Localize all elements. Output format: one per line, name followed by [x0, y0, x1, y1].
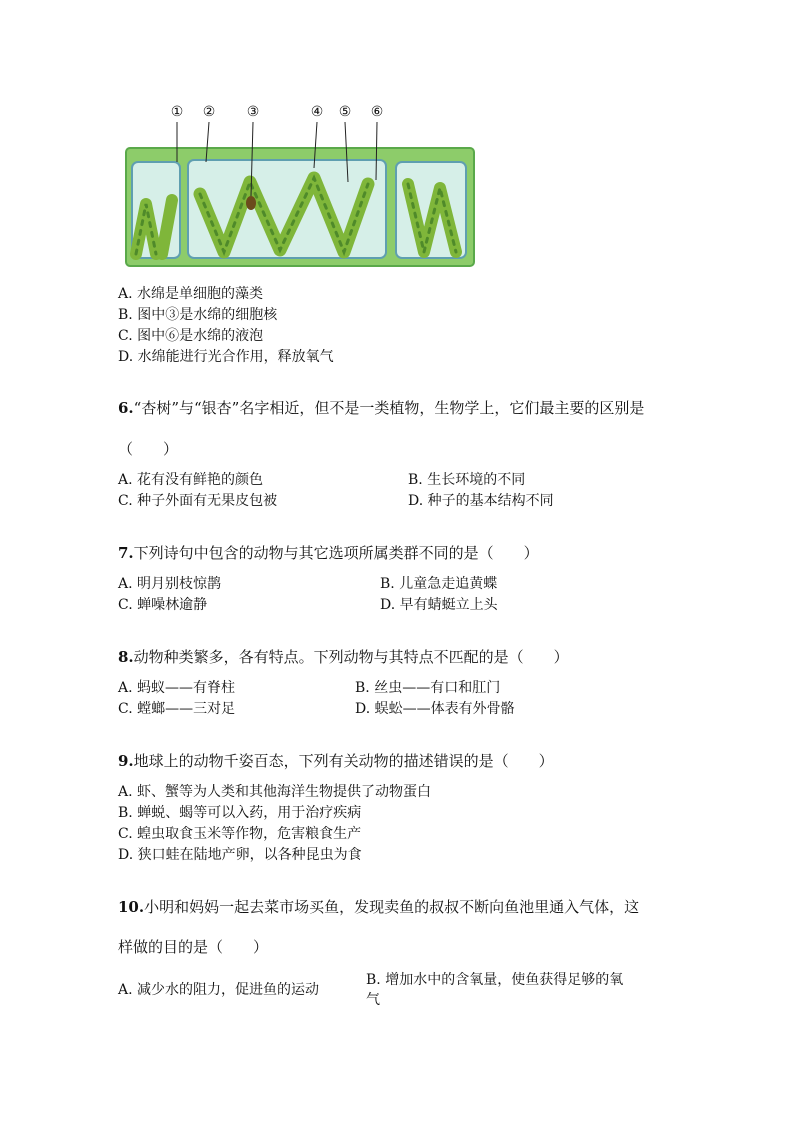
figure-label-5: ⑤ [338, 104, 352, 120]
spirogyra-figure [118, 104, 480, 276]
q10-option-a: A. 减少水的阻力，促进鱼的运动 [118, 982, 320, 998]
q10-number: 10. [118, 898, 145, 916]
q7-number: 7. [118, 544, 134, 562]
q9-option-c: C. 蝗虫取食玉米等作物，危害粮食生产 [118, 826, 362, 842]
q6-option-b: B. 生长环境的不同 [408, 472, 526, 488]
q5-option-c: C. 图中⑥是水绵的液泡 [118, 328, 264, 344]
q6-option-c: C. 种子外面有无果皮包被 [118, 493, 278, 509]
q9-stem [118, 750, 554, 772]
nucleus [246, 196, 256, 210]
q7-option-b: B. 儿童急走追黄蝶 [380, 576, 498, 592]
q7-option-a: A. 明月别枝惊鹊 [118, 576, 222, 592]
q8-option-b: B. 丝虫——有口和肛门 [355, 680, 501, 696]
figure-label-1: ① [170, 104, 184, 120]
q10-stem-text-1: 小明和妈妈一起去菜市场买鱼，发现卖鱼的叔叔不断向鱼池里通入气体，这 [144, 898, 640, 916]
q5-option-b: B. 图中③是水绵的细胞核 [118, 307, 278, 323]
figure-label-3: ③ [246, 104, 260, 120]
q9-option-a: A. 虾、蟹等为人类和其他海洋生物提供了动物蛋白 [118, 784, 432, 800]
q8-stem-text: 动物种类繁多，各有特点。下列动物与其特点不匹配的是（ ） [133, 648, 569, 666]
q7-option-d: D. 早有蜻蜓立上头 [380, 597, 498, 613]
figure-label-2: ② [202, 104, 216, 120]
q7-stem [118, 542, 539, 564]
q7-stem-text: 下列诗句中包含的动物与其它选项所属类群不同的是（ ） [133, 544, 539, 562]
q6-stem-text: “杏树”与“银杏”名字相近，但不是一类植物，生物学上，它们最主要的区别是 [133, 399, 645, 417]
q6-stem [118, 397, 644, 419]
q10-stem-line2: 样做的目的是（ ） [118, 938, 269, 956]
q10-option-b-line2: 气 [366, 992, 380, 1008]
q6-option-a: A. 花有没有鲜艳的颜色 [118, 472, 264, 488]
q9-option-d: D. 狭口蛙在陆地产卵，以各种昆虫为食 [118, 847, 362, 863]
q6-option-d: D. 种子的基本结构不同 [408, 493, 554, 509]
q5-option-a: A. 水绵是单细胞的藻类 [118, 286, 264, 302]
q10-stem-line1 [118, 896, 639, 918]
q8-option-a: A. 蚂蚁——有脊柱 [118, 680, 236, 696]
spirogyra-diagram [118, 104, 480, 276]
q6-answer-paren: （ ） [118, 440, 179, 458]
q6-number: 6. [118, 399, 134, 417]
q8-option-d: D. 蜈蚣——体表有外骨骼 [355, 701, 515, 717]
q9-stem-text: 地球上的动物千姿百态，下列有关动物的描述错误的是（ ） [133, 752, 554, 770]
q5-option-d: D. 水绵能进行光合作用，释放氧气 [118, 349, 334, 365]
q10-option-b-line1: B. 增加水中的含氧量，使鱼获得足够的氧 [366, 972, 624, 988]
q9-option-b: B. 蝉蜕、蝎等可以入药，用于治疗疾病 [118, 805, 362, 821]
q9-number: 9. [118, 752, 134, 770]
q8-option-c: C. 螳螂——三对足 [118, 701, 236, 717]
figure-label-4: ④ [310, 104, 324, 120]
figure-label-6: ⑥ [370, 104, 384, 120]
q7-option-c: C. 蝉噪林逾静 [118, 597, 208, 613]
q8-number: 8. [118, 648, 134, 666]
q8-stem [118, 646, 569, 668]
